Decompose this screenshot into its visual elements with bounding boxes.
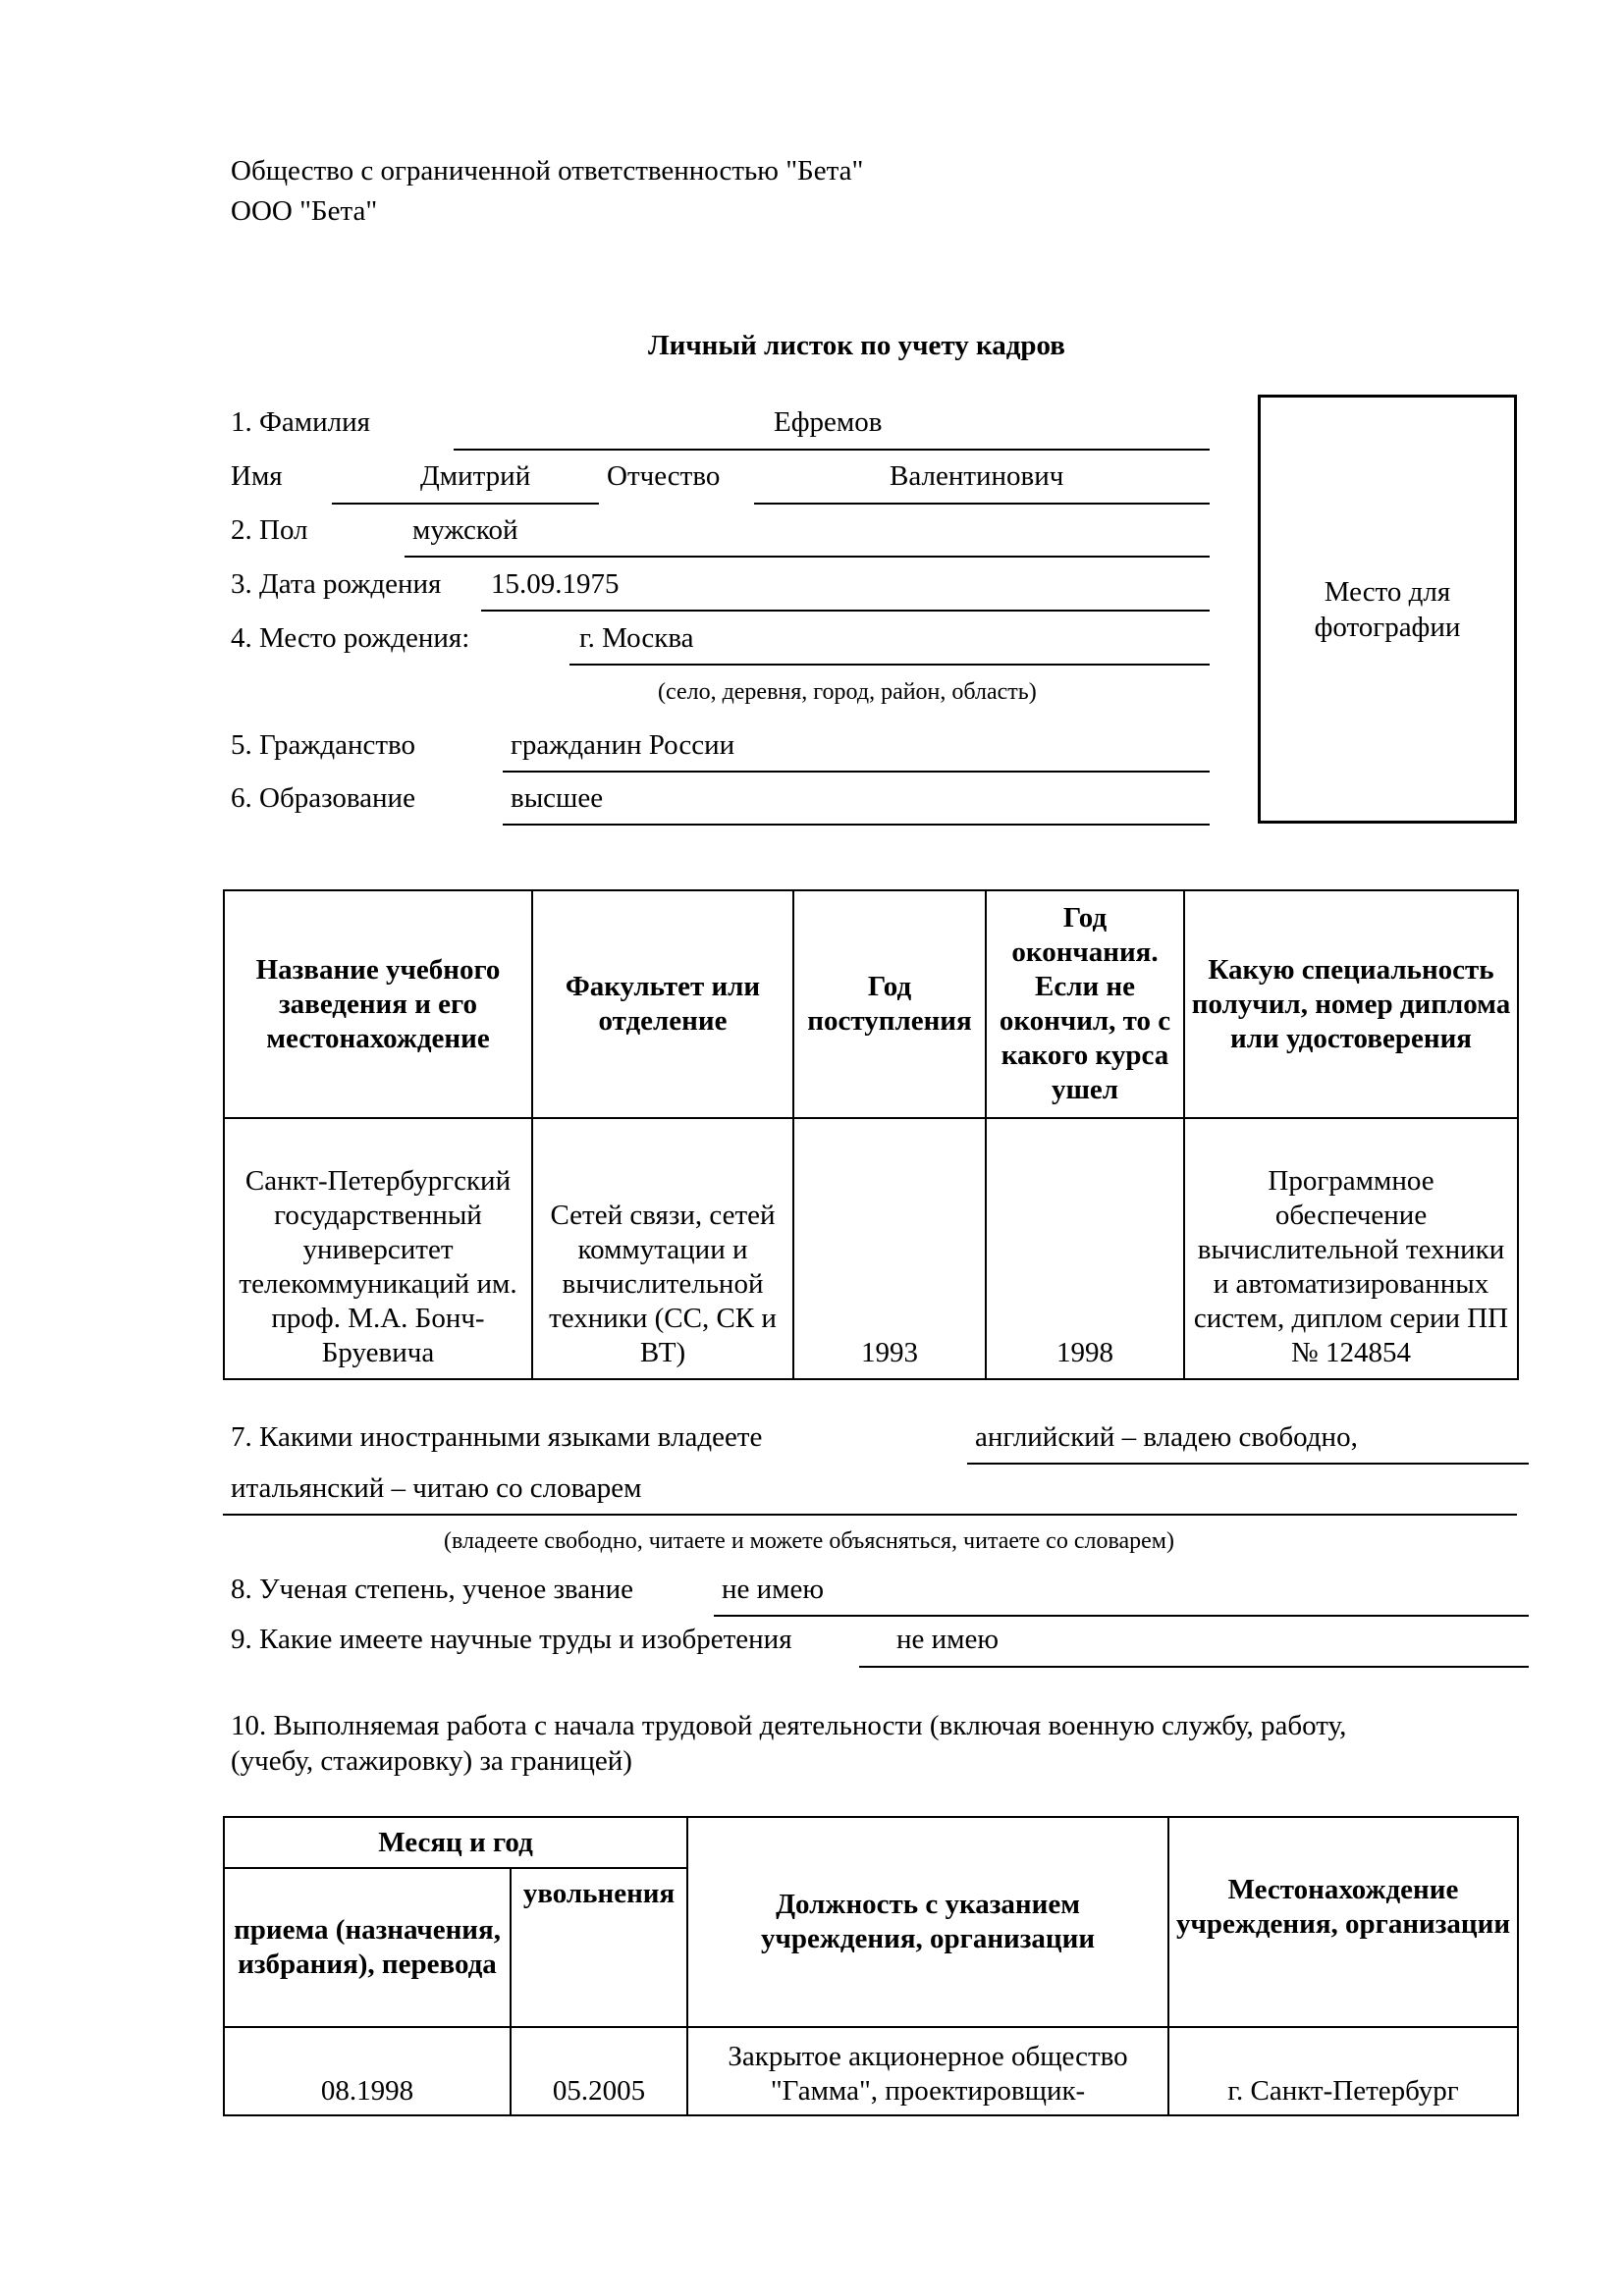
edu-header-start-year: Год поступления <box>793 890 986 1118</box>
emp-hire-date: 08.1998 <box>224 2027 511 2115</box>
languages-underline-1 <box>967 1463 1529 1465</box>
gender-label: 2. Пол <box>231 514 308 546</box>
edu-institution: Санкт-Петербургский государственный университет телекоммуникаций им. проф. М.А. Бонч-Бруевича <box>224 1118 532 1379</box>
employment-table <box>223 1816 1519 2116</box>
emp-header-position: Должность с указанием учреждения, организации <box>687 1817 1168 2027</box>
birthdate-label: 3. Дата рождения <box>231 568 442 600</box>
gender-value: мужской <box>412 514 518 546</box>
emp-dismissal-date: 05.2005 <box>511 2027 687 2115</box>
edu-faculty: Сетей связи, сетей коммутации и вычислительной техники (СС, СК и ВТ) <box>532 1118 793 1379</box>
gender-underline <box>405 556 1210 558</box>
edu-end-year: 1998 <box>986 1118 1184 1379</box>
education-underline <box>503 824 1210 826</box>
employment-heading-line2: (учебу, стажировку) за границей) <box>231 1745 632 1777</box>
languages-value-line1: английский – владею свободно, <box>975 1421 1358 1453</box>
edu-header-faculty: Факультет или отделение <box>532 890 793 1118</box>
degree-value: не имею <box>722 1574 825 1605</box>
birthplace-hint: (село, деревня, город, район, область) <box>658 679 1037 705</box>
org-short-name: ООО "Бета" <box>231 195 378 227</box>
patronymic-underline <box>754 503 1210 505</box>
edu-specialty: Программное обеспечение вычислительной техники и автоматизированных систем, диплом серии ПП № 124854 <box>1184 1118 1518 1379</box>
name-value: Дмитрий <box>420 460 531 492</box>
languages-label: 7. Какими иностранными языками владеете <box>231 1421 763 1453</box>
birthplace-value: г. Москва <box>579 622 694 654</box>
education-label: 6. Образование <box>231 782 415 814</box>
birthplace-underline <box>569 664 1210 666</box>
citizenship-value: гражданин России <box>511 729 735 761</box>
citizenship-underline <box>503 771 1210 773</box>
citizenship-label: 5. Гражданство <box>231 729 416 761</box>
surname-label: 1. Фамилия <box>231 406 370 438</box>
employment-heading-line1: 10. Выполняемая работа с начала трудовой деятельности (включая военную службу, работу, <box>231 1710 1347 1741</box>
emp-header-dismissal: увольнения <box>511 1868 687 2027</box>
languages-value-line2: итальянский – читаю со словарем <box>231 1472 642 1504</box>
emp-header-hire: приема (назначения, избрания), перевода <box>224 1868 511 2027</box>
name-label: Имя <box>231 460 283 492</box>
emp-position: Закрытое акционерное общество "Гамма", проектировщик- <box>687 2027 1168 2115</box>
edu-header-specialty: Какую специальность получил, номер диплома или удостоверения <box>1184 890 1518 1118</box>
surname-value: Ефремов <box>774 406 883 438</box>
patronymic-value: Валентинович <box>890 460 1064 492</box>
education-value: высшее <box>511 782 604 814</box>
degree-label: 8. Ученая степень, ученое звание <box>231 1574 634 1605</box>
surname-underline <box>454 449 1210 451</box>
languages-hint: (владеете свободно, читаете и можете объясняться, читаете со словарем) <box>444 1528 1174 1554</box>
org-full-name: Общество с ограниченной ответственностью "Бета" <box>231 155 864 187</box>
languages-underline-2 <box>223 1514 1517 1516</box>
emp-location: г. Санкт-Петербург <box>1168 2027 1518 2115</box>
photo-placeholder: Место для фотографии <box>1258 395 1517 824</box>
emp-header-month-year: Месяц и год <box>224 1817 687 1868</box>
degree-underline <box>714 1615 1529 1617</box>
birthdate-underline <box>481 610 1210 612</box>
works-value: не имею <box>896 1624 1000 1655</box>
works-label: 9. Какие имеете научные труды и изобретения <box>231 1624 792 1655</box>
edu-header-end-year: Год окончания. Если не окончил, то с какого курса ушел <box>986 890 1184 1118</box>
birthdate-value: 15.09.1975 <box>491 568 620 600</box>
birthplace-label: 4. Место рождения: <box>231 622 470 654</box>
works-underline <box>859 1666 1529 1668</box>
patronymic-label: Отчество <box>607 460 721 492</box>
name-underline <box>332 503 599 505</box>
edu-start-year: 1993 <box>793 1118 986 1379</box>
page-title: Личный листок по учету кадров <box>648 330 1065 361</box>
emp-header-location: Местонахождение учреждения, организации <box>1168 1817 1518 2027</box>
edu-header-institution: Название учебного заведения и его местонахождение <box>224 890 532 1118</box>
education-table <box>223 889 1519 1380</box>
